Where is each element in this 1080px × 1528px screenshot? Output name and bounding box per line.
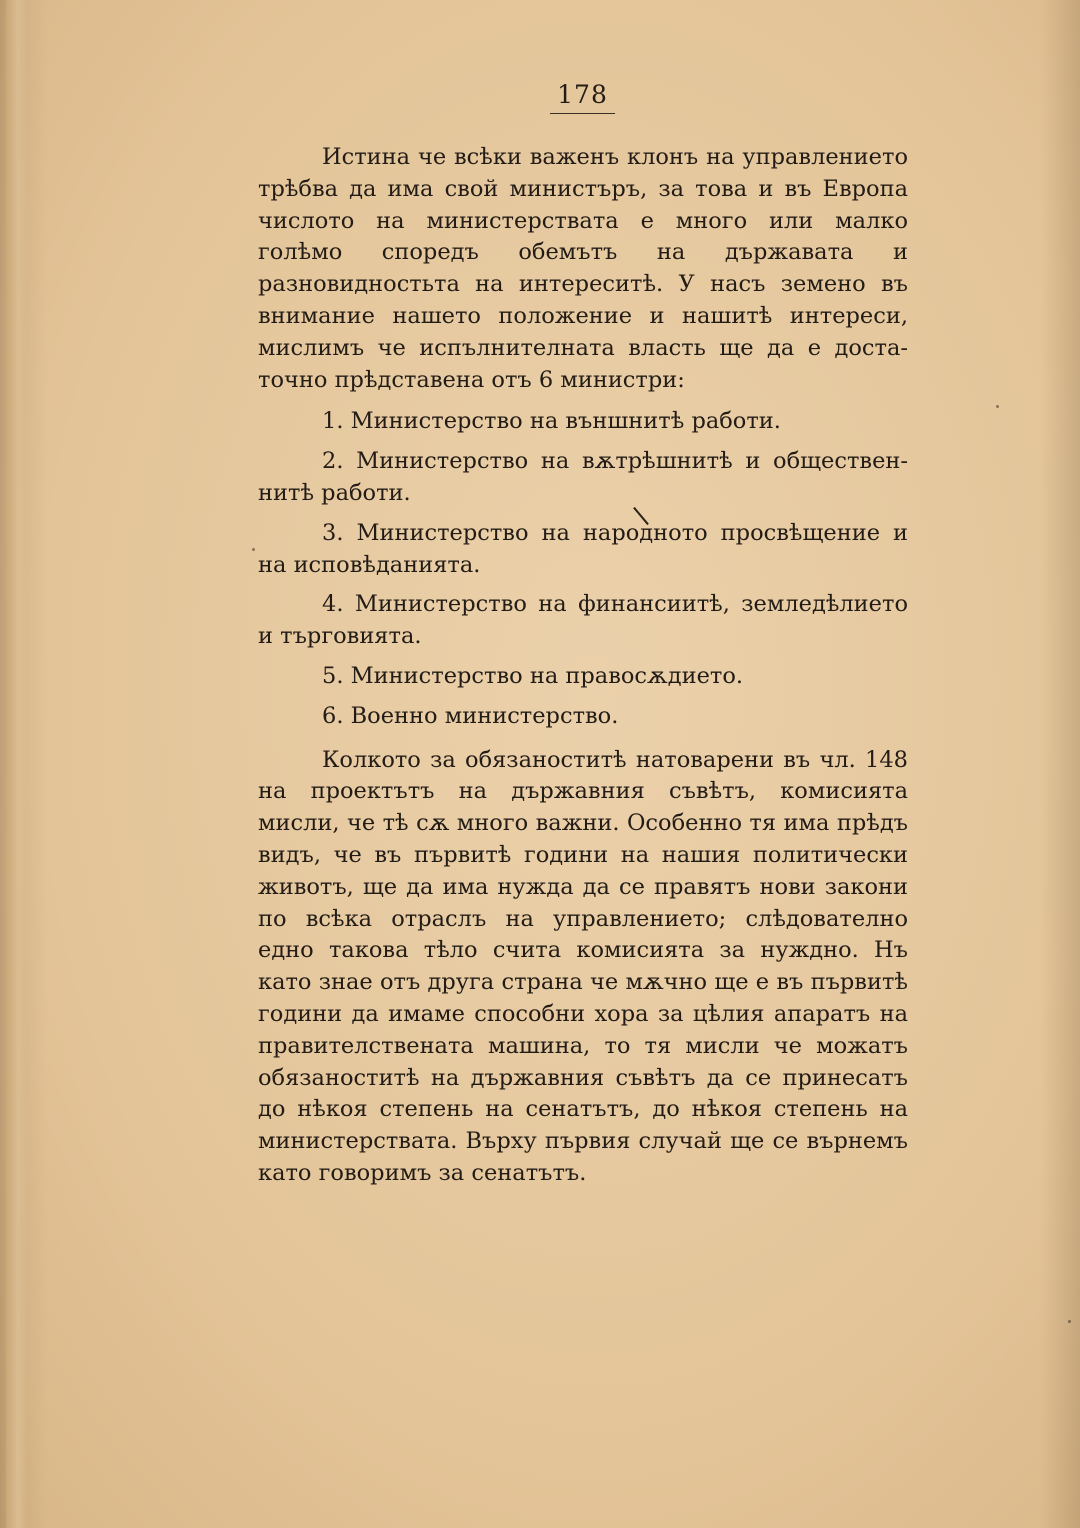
paper-speck [252, 548, 255, 551]
paper-speck [996, 405, 999, 408]
body-text [258, 142, 908, 1190]
list-item-ministry-4: 4. Министерство на финансиитѣ, земледѣлието и търговията. [258, 591, 908, 650]
page-number-rule [550, 113, 615, 114]
page-number: 178 [557, 80, 608, 109]
page-edge-shadow [6, 0, 28, 1528]
intro-paragraph: Истина че всѣки важенъ клонъ на управлението трѣбва да има свой министъръ, за това и въ Европа числото на министерствата е много или малко голѣмо споредъ обемътъ на държавата и разновидностьта на интереситѣ. У насъ земено въ внимание нашето положение и нашитѣ интереси, мислимъ че испълнителната власть ще да е достаточно прѣдставена отъ 6 министри: [258, 144, 908, 393]
paper-speck [1068, 1320, 1071, 1323]
list-item-ministry-1: 1. Министерство на външнитѣ работи. [322, 408, 781, 435]
list-item-ministry-6: 6. Военно министерство. [322, 702, 619, 729]
list-item-ministry-2: 2. Министерство на вѫтрѣшнитѣ и общественнитѣ работи. [258, 448, 908, 506]
list-item-ministry-5: 5. Министерство на правосѫдието. [322, 662, 744, 689]
conclusion-paragraph: Колкото за обязаноститѣ натоварени въ чл. 148 на проектътъ на държавния съвѣтъ, комисията мисли, че тѣ сѫ много важни. Особенно тя има прѣдъ видъ, че въ първитѣ години на нашия политически животъ, ще да има нужда да се правятъ нови закони по всѣка отраслъ на управлението; слѣдователно едно такова тѣло счита комисията за нуждно. Нъ като знае отъ друга страна че мѫчно ще е въ първитѣ години да имаме способни хора за цѣлия апаратъ на правителствената машина, то тя мисли че можатъ обязаноститѣ на държавния съвѣтъ да се принесатъ до нѣкоя степень на сенатътъ, до нѣкоя степень на министерствата. Върху първия случай ще се върнемъ като говоримъ за сенатътъ. [258, 746, 908, 1186]
ministries-list [258, 406, 908, 732]
list-item-ministry-3: 3. Министерство на народното просвѣщение и на исповѣданията. [258, 519, 908, 578]
